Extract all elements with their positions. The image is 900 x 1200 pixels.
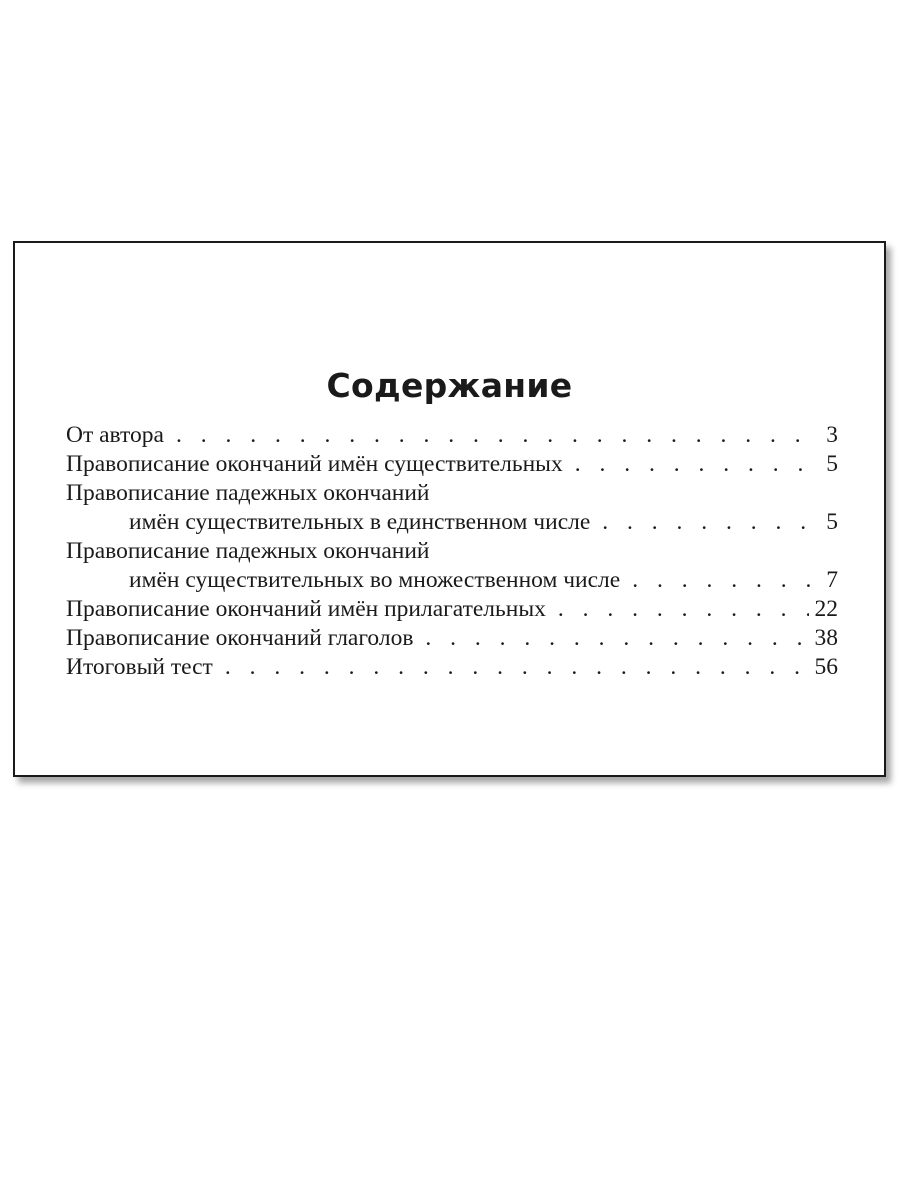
toc-entry-adjective-endings bbox=[66, 595, 838, 624]
toc-leader-dots bbox=[602, 508, 820, 537]
toc-entry-continuation: имён существительных во множественном числе bbox=[129, 567, 621, 593]
table-of-contents bbox=[66, 421, 838, 682]
contents-card bbox=[13, 241, 886, 777]
toc-page-number: 56 bbox=[814, 654, 838, 680]
toc-entry-title: Правописание окончаний имён прилагательных bbox=[66, 596, 546, 622]
toc-entry-title: Правописание окончаний имён существительных bbox=[66, 451, 563, 477]
toc-entry-case-endings-plural-line1 bbox=[66, 537, 838, 566]
toc-entry-case-endings-singular-line2 bbox=[66, 508, 838, 537]
toc-entry-from-author bbox=[66, 421, 838, 450]
toc-page-number: 5 bbox=[826, 451, 838, 477]
toc-entry-title: Правописание окончаний глаголов bbox=[66, 625, 414, 651]
toc-entry-case-endings-plural-line2 bbox=[66, 566, 838, 595]
toc-leader-dots bbox=[225, 653, 809, 682]
toc-entry-title: От автора bbox=[66, 422, 164, 448]
toc-entry-title: Правописание падежных окончаний bbox=[66, 538, 430, 564]
toc-entry-continuation: имён существительных в единственном числе bbox=[129, 509, 591, 535]
toc-entry-title: Правописание падежных окончаний bbox=[66, 480, 430, 506]
toc-leader-dots bbox=[176, 421, 820, 450]
toc-page-number: 3 bbox=[826, 422, 838, 448]
toc-leader-dots bbox=[632, 566, 820, 595]
toc-entry-title: Итоговый тест bbox=[66, 654, 213, 680]
toc-page-number: 38 bbox=[814, 625, 838, 651]
toc-entry-case-endings-singular-line1 bbox=[66, 479, 838, 508]
toc-entry-verb-endings bbox=[66, 624, 838, 653]
contents-title: Содержание bbox=[326, 366, 573, 405]
toc-page-number: 7 bbox=[826, 567, 838, 593]
toc-leader-dots bbox=[425, 624, 808, 653]
toc-entry-noun-endings bbox=[66, 450, 838, 479]
toc-entry-final-test bbox=[66, 653, 838, 682]
toc-page-number: 22 bbox=[814, 596, 838, 622]
toc-leader-dots bbox=[575, 450, 820, 479]
toc-leader-dots bbox=[558, 595, 809, 624]
toc-page-number: 5 bbox=[826, 509, 838, 535]
